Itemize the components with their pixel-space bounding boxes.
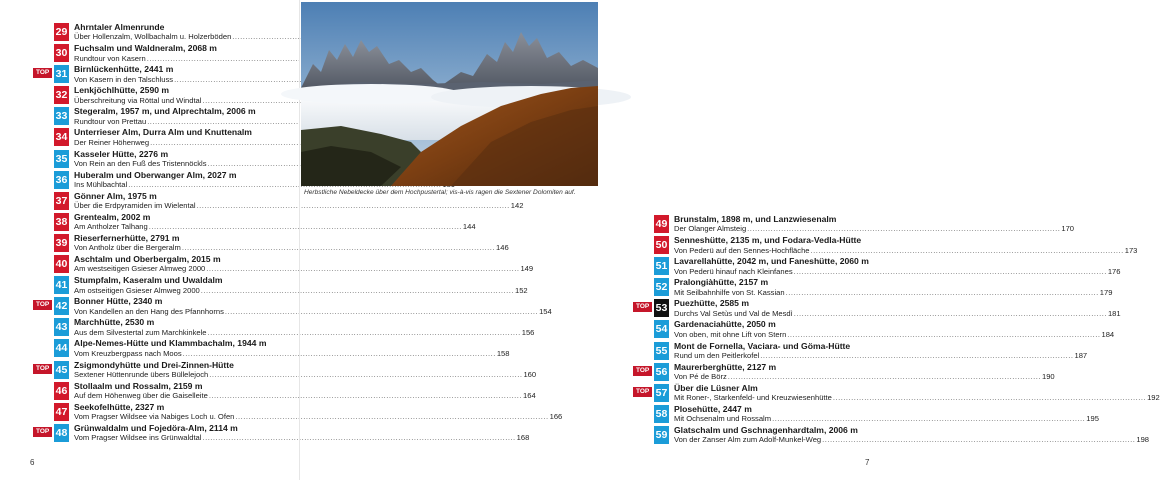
tour-title: Plosehütte, 2447 m	[674, 403, 752, 414]
dot-leader	[772, 414, 1085, 424]
toc-entry-text	[674, 340, 1088, 361]
tour-number-badge: 35	[54, 150, 69, 168]
tour-number-badge: 44	[54, 339, 69, 357]
tour-subline	[74, 243, 509, 253]
toc-entry-text	[74, 338, 510, 358]
tour-subtitle: Von Kandellen an den Hang des Pfannhorns	[74, 306, 224, 316]
tour-number-badge: 56	[654, 363, 669, 381]
top-badge: TOP	[33, 427, 52, 437]
toc-entry-text	[74, 85, 282, 105]
tour-page-number: 179	[1099, 287, 1113, 297]
toc-entry-text	[74, 380, 536, 401]
dot-leader	[787, 330, 1100, 340]
top-badge: TOP	[33, 68, 52, 78]
tour-page-number: 156	[521, 327, 535, 337]
toc-right-column	[636, 214, 1160, 446]
tour-subline	[74, 159, 282, 169]
tour-subline	[74, 117, 282, 127]
tour-page-number: 170	[1061, 224, 1075, 234]
tour-subline	[74, 54, 282, 64]
toc-entry[interactable]	[54, 149, 282, 170]
tour-subline	[74, 306, 552, 317]
tour-subline	[674, 329, 1115, 340]
tour-subtitle: Sextener Hüttenrunde übers Büllelejoch	[74, 369, 209, 379]
tour-subline	[74, 369, 537, 380]
top-badge: TOP	[33, 300, 52, 310]
toc-entry[interactable]	[54, 317, 535, 338]
tour-title: Unterrieser Alm, Durra Alm und Knuttenalm	[74, 127, 252, 138]
dot-leader	[811, 246, 1124, 256]
tour-title: Grünwaldalm und Fojedöra-Alm, 2114 m	[74, 422, 238, 433]
tour-subtitle: Mit Ochsenalm und Rossalm	[674, 414, 772, 424]
dot-leader	[833, 393, 1146, 403]
toc-entry-text	[74, 359, 537, 380]
tour-page-number: 160	[523, 369, 537, 379]
tour-subtitle: Mit Roner-, Starkenfeld- und Kreuzwiesenhütte	[674, 393, 832, 403]
tour-title: Gönner Alm, 1975 m	[74, 190, 157, 201]
top-badge: TOP	[633, 387, 652, 397]
tour-title: Pralongiàhütte, 2157 m	[674, 277, 769, 288]
tour-title: Alpe-Nemes-Hütte und Klammbachalm, 1944 m	[74, 338, 267, 349]
tour-page-number: 187	[1074, 350, 1088, 360]
tour-subtitle: Von Pederü hinauf nach Kleinfanes	[674, 266, 793, 276]
tour-title: Puezhütte, 2585 m	[674, 298, 749, 309]
toc-entry-text	[674, 235, 1138, 255]
tour-number-badge: 54	[654, 320, 669, 338]
toc-entry-text	[74, 317, 535, 337]
tour-number-badge: 42	[54, 297, 69, 315]
toc-entry[interactable]	[36, 359, 537, 381]
toc-entry-text	[674, 403, 1099, 424]
photo-caption: Herbstliche Nebeldecke über dem Hochpustertal; vis-à-vis ragen die Sextener Dolomiten auf.	[304, 189, 576, 196]
tour-subtitle: Von Antholz über die Bergeralm	[74, 243, 181, 253]
toc-entry[interactable]	[636, 382, 1160, 404]
toc-entry-text	[74, 232, 509, 253]
tour-subline	[74, 433, 530, 443]
tour-title: Stegeralm, 1957 m, und Alprechtalm, 2006 m	[74, 106, 256, 117]
tour-subline	[674, 435, 1150, 445]
tour-subline	[674, 224, 1075, 234]
toc-entry[interactable]	[36, 296, 552, 317]
tour-subline	[74, 327, 535, 338]
toc-entry[interactable]	[654, 403, 1099, 425]
tour-number-badge: 40	[54, 255, 69, 273]
tour-page-number: 195	[1086, 414, 1099, 424]
toc-entry[interactable]	[54, 338, 510, 359]
tour-subtitle: Über Hollenzalm, Wollbachalm u. Holzerböden	[74, 32, 232, 42]
tour-number-badge: 43	[54, 318, 69, 336]
tour-title: Rieserfernerhütte, 2791 m	[74, 232, 180, 243]
tour-subtitle: Durchs Val Setùs und Val de Mesdì	[674, 308, 793, 318]
tour-number-badge: 38	[54, 213, 69, 231]
toc-entry-text	[674, 424, 1150, 445]
tour-title: Seekofelhütte, 2327 m	[74, 401, 165, 412]
toc-entry-text	[674, 298, 1121, 318]
tour-title: Stollaalm und Rossalm, 2159 m	[74, 380, 203, 391]
tour-subtitle: Von Pé de Börz	[674, 372, 727, 382]
tour-subline	[74, 391, 536, 401]
tour-subtitle: Auf dem Höhenweg über die Gaiselleite	[74, 391, 208, 400]
tour-title: Kasseler Hütte, 2276 m	[74, 148, 169, 159]
tour-page-number: 158	[496, 348, 510, 358]
dot-leader	[794, 309, 1107, 319]
toc-entry-text	[74, 170, 282, 190]
tour-page-number: 176	[1107, 266, 1121, 276]
toc-entry-text	[674, 256, 1121, 276]
tour-subline	[674, 350, 1088, 361]
tour-page-number: 192	[1147, 393, 1160, 403]
tour-title: Gardenaciahütte, 2050 m	[674, 319, 776, 330]
tour-title: Mont de Fornella, Vaciara- und Göma-Hütte	[674, 340, 851, 351]
toc-entry[interactable]	[54, 380, 536, 402]
tour-number-badge: 29	[54, 23, 69, 41]
tour-number-badge: 49	[654, 215, 669, 233]
tour-title: Lenkjöchlhütte, 2590 m	[74, 85, 170, 96]
tour-subline	[74, 75, 282, 85]
toc-entry-text	[74, 401, 563, 422]
tour-page-number: 198	[1136, 435, 1150, 445]
tour-title: Über die Lüsner Alm	[674, 382, 758, 393]
tour-subtitle: Von Rein an den Fuß des Tristennöckls	[74, 158, 207, 168]
tour-subtitle: Am Antholzer Talhang	[74, 222, 148, 232]
tour-page-number: 184	[1101, 329, 1115, 339]
tour-page-number: 166	[549, 412, 563, 422]
toc-entry-text	[674, 214, 1075, 234]
tour-subline	[74, 96, 282, 106]
tour-page-number: 144	[462, 222, 476, 232]
toc-entry[interactable]	[54, 232, 509, 254]
tour-subline	[74, 348, 510, 359]
tour-title: Glatschalm und Gschnagenhardtalm, 2006 m	[674, 424, 858, 435]
toc-entry-text	[74, 22, 282, 42]
dot-leader	[728, 372, 1041, 382]
tour-title: Fuchsalm und Waldneralm, 2068 m	[74, 43, 217, 54]
toc-entry[interactable]	[654, 214, 1075, 235]
tour-subline	[74, 222, 476, 232]
toc-entry-text	[74, 127, 282, 147]
toc-entry[interactable]	[654, 235, 1138, 256]
toc-entry-text	[74, 254, 534, 274]
tour-page-number: 152	[514, 285, 528, 295]
toc-entry[interactable]	[54, 85, 282, 106]
tour-subline	[74, 138, 282, 148]
tour-number-badge: 47	[54, 403, 69, 421]
tour-page-number: 164	[523, 391, 536, 400]
tour-subline	[674, 287, 1113, 298]
toc-entry[interactable]	[54, 127, 282, 148]
tour-number-badge: 34	[54, 128, 69, 146]
tour-subtitle: Rundtour von Prettau	[74, 116, 147, 126]
tour-number-badge: 41	[54, 276, 69, 294]
tour-subline	[674, 266, 1121, 277]
tour-number-badge: 33	[54, 107, 69, 125]
top-badge: TOP	[633, 366, 652, 376]
tour-subtitle: Aus dem Silvestertal zum Marchkinkele	[74, 327, 207, 337]
tour-number-badge: 55	[654, 342, 669, 360]
toc-entry[interactable]	[54, 106, 282, 127]
toc-entry-text	[74, 64, 282, 84]
tour-number-badge: 53	[654, 299, 669, 317]
tour-page-number: 173	[1124, 245, 1138, 255]
tour-subtitle: Von Pederü auf den Sennes-Hochfläche	[674, 245, 810, 255]
page-number-right: 7	[865, 458, 870, 467]
tour-number-badge: 58	[654, 405, 669, 423]
tour-subtitle: Überschreitung via Röttal und Windtal	[74, 95, 202, 105]
tour-title: Aschtalm und Oberbergalm, 2015 m	[74, 254, 221, 265]
toc-entry[interactable]	[54, 254, 534, 275]
dot-leader	[794, 267, 1107, 277]
tour-number-badge: 46	[54, 382, 69, 400]
tour-subtitle: Vom Pragser Wildsee via Nabiges Loch u. Ofen	[74, 412, 235, 422]
tour-number-badge: 51	[654, 257, 669, 275]
dot-leader	[786, 288, 1099, 298]
tour-subtitle: Rund um den Peitlerkofel	[674, 350, 760, 360]
tour-number-badge: 45	[54, 361, 69, 379]
toc-entry-text	[74, 211, 476, 232]
toc-entry-text	[674, 361, 1055, 382]
tour-number-badge: 31	[54, 65, 69, 83]
tour-subtitle: Ins Mühlbachtal	[74, 180, 128, 190]
page-number-left: 6	[30, 458, 35, 467]
tour-number-badge: 48	[54, 424, 69, 442]
toc-entry-text	[74, 43, 282, 63]
tour-number-badge: 59	[654, 426, 669, 444]
toc-entry[interactable]	[36, 64, 282, 85]
toc-entry-text	[74, 106, 282, 126]
toc-entry-text	[74, 422, 530, 443]
tour-subtitle: Am westseitigen Gsieser Almweg 2000	[74, 264, 206, 274]
tour-subline	[674, 393, 1160, 403]
tour-page-number: 190	[1041, 372, 1055, 382]
tour-number-badge: 57	[654, 384, 669, 402]
toc-entry-text	[674, 382, 1160, 403]
tour-title: Grentealm, 2002 m	[74, 211, 151, 222]
tour-number-badge: 50	[654, 236, 669, 254]
tour-title: Ahrntaler Almenrunde	[74, 22, 165, 32]
toc-entry[interactable]	[636, 298, 1121, 319]
dot-leader	[747, 224, 1060, 234]
toc-entry-text	[74, 296, 552, 316]
toc-entry-text	[74, 149, 282, 169]
top-badge: TOP	[33, 364, 52, 374]
tour-title: Maurerberghütte, 2127 m	[674, 361, 777, 372]
tour-page-number: 181	[1107, 308, 1121, 318]
tour-title: Marchhütte, 2530 m	[74, 317, 155, 328]
tour-subline	[74, 32, 282, 42]
tour-title: Zsigmondyhütte und Drei-Zinnen-Hütte	[74, 359, 234, 370]
tour-subtitle: Über die Erdpyramiden im Wielental	[74, 201, 196, 211]
tour-title: Lavarellahütte, 2042 m, und Faneshütte, 2060 m	[674, 256, 869, 267]
tour-page-number: 168	[516, 433, 530, 443]
tour-number-badge: 36	[54, 171, 69, 189]
toc-entry[interactable]	[54, 22, 282, 43]
tour-subtitle: Mit Seilbahnhilfe von St. Kassian	[674, 287, 785, 297]
tour-subline	[674, 414, 1099, 424]
toc-entry[interactable]	[654, 277, 1113, 298]
toc-entry-text	[674, 277, 1113, 297]
toc-entry[interactable]	[54, 211, 476, 233]
tour-number-badge: 32	[54, 86, 69, 104]
tour-subline	[74, 201, 524, 211]
toc-entry[interactable]	[654, 256, 1121, 277]
tour-number-badge: 30	[54, 44, 69, 62]
tour-page-number: 142	[510, 201, 524, 211]
toc-entry[interactable]	[654, 424, 1150, 446]
toc-entry[interactable]	[54, 275, 528, 296]
tour-title: Senneshütte, 2135 m, und Fodara-Vedla-Hütte	[674, 235, 862, 246]
tour-subtitle: Vom Pragser Wildsee ins Grünwaldtal	[74, 433, 202, 443]
tour-subline	[74, 180, 282, 190]
mountain-photo	[301, 2, 598, 186]
tour-subtitle: Der Olanger Almsteig	[674, 224, 747, 234]
toc-entry-text	[74, 275, 528, 295]
tour-subtitle: Rundtour von Kasern	[74, 53, 146, 63]
tour-subtitle: Von oben, mit ohne Lift von Stern	[674, 329, 787, 339]
tour-subline	[674, 372, 1055, 382]
tour-title: Brunstalm, 1898 m, und Lanzwiesenalm	[674, 214, 837, 224]
tour-page-number: 146	[496, 243, 509, 253]
tour-subtitle: Am ostseitigen Gsieser Almweg 2000	[74, 285, 200, 295]
toc-entry-text	[674, 319, 1115, 339]
tour-title: Bonner Hütte, 2340 m	[74, 296, 163, 307]
tour-subtitle: Von Kasern in den Talschluss	[74, 74, 174, 84]
tour-subtitle: Von der Zanser Alm zum Adolf-Munkel-Weg	[674, 435, 822, 445]
toc-entry[interactable]	[54, 401, 563, 423]
tour-subline	[74, 285, 528, 296]
dot-leader	[822, 435, 1135, 445]
toc-entry[interactable]	[636, 361, 1055, 383]
tour-number-badge: 39	[54, 234, 69, 252]
tour-subline	[74, 264, 534, 274]
tour-title: Huberalm und Oberwanger Alm, 2027 m	[74, 169, 237, 180]
tour-subline	[674, 245, 1138, 256]
tour-number-badge: 37	[54, 192, 69, 210]
tour-title: Birnlückenhütte, 2441 m	[74, 64, 174, 75]
tour-subline	[74, 412, 563, 422]
toc-entry[interactable]	[36, 422, 530, 444]
tour-subtitle: Der Reiner Höhenweg	[74, 137, 150, 147]
tour-subline	[674, 308, 1121, 319]
dot-leader	[760, 351, 1073, 361]
tour-page-number: 149	[520, 264, 534, 274]
toc-entry[interactable]	[54, 170, 282, 191]
dolomites-fog-landscape	[301, 2, 598, 186]
tour-title: Stumpfalm, Kaseralm und Uwaldalm	[74, 275, 223, 286]
tour-subtitle: Vom Kreuzbergpass nach Moos	[74, 348, 182, 358]
top-badge: TOP	[633, 302, 652, 312]
toc-entry[interactable]	[654, 340, 1088, 362]
toc-entry[interactable]	[54, 43, 282, 64]
tour-page-number: 154	[539, 306, 552, 316]
tour-number-badge: 52	[654, 278, 669, 296]
toc-entry[interactable]	[654, 319, 1115, 340]
